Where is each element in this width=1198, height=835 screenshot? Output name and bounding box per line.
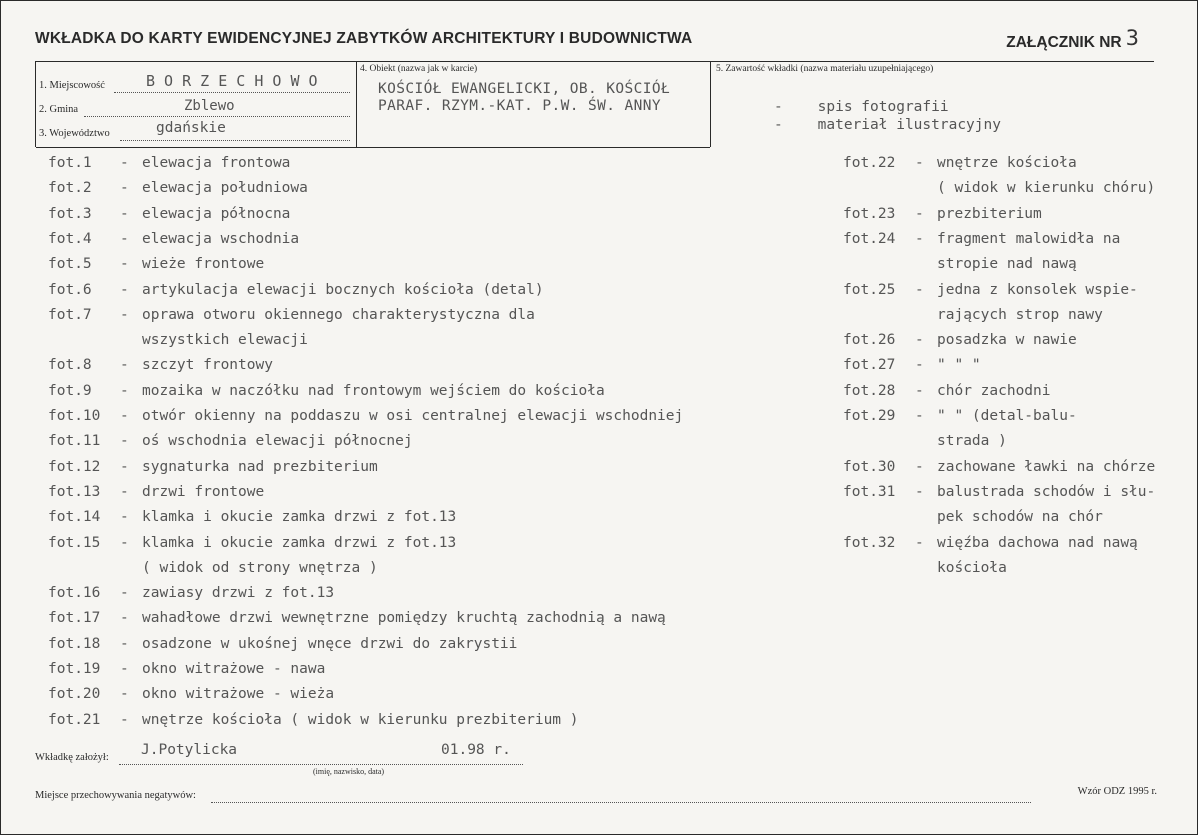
dash-separator: -: [120, 433, 129, 450]
photo-number: fot.31: [843, 483, 896, 500]
photo-list-item: [48, 712, 579, 728]
photo-number: fot.30: [843, 458, 896, 475]
dotted-line: [211, 802, 1031, 803]
dash-separator: -: [120, 408, 129, 424]
annex-number: [1006, 28, 1139, 52]
photo-description: fragment malowidła na: [937, 230, 1121, 247]
photo-list-item: [48, 509, 456, 525]
photo-number: fot.18: [48, 635, 101, 652]
dash-separator: -: [915, 458, 924, 475]
dash-separator: -: [120, 306, 129, 323]
template-label: Wzór ODZ 1995 r.: [1077, 786, 1157, 797]
document-title: WKŁADKA DO KARTY EWIDENCYJNEJ ZABYTKÓW ARCHITEKTURY I BUDOWNICTWA: [35, 30, 693, 47]
dash-separator: -: [120, 180, 129, 197]
photo-list-item: [843, 282, 1138, 323]
photo-number: fot.21: [48, 711, 101, 728]
dash-separator: -: [915, 382, 924, 399]
photo-list-item: [48, 231, 299, 247]
photo-list-item: [48, 383, 605, 399]
photo-description-continued: ( widok od strony wnętrza ): [142, 559, 378, 576]
photo-number: fot.14: [48, 509, 101, 526]
dash-separator: -: [915, 230, 924, 247]
photo-list-item: [48, 661, 325, 677]
dotted-line: [84, 116, 350, 117]
photo-description-continued: stropie nad nawą: [937, 256, 1077, 273]
object-line-1: KOŚCIÓŁ EWANGELICKI, OB. KOŚCIÓŁ: [378, 81, 671, 97]
photo-list-item: [843, 231, 1120, 272]
photo-list-item: [843, 332, 1077, 348]
photo-description: artykulacja elewacji bocznych kościoła (detal): [142, 281, 544, 298]
created-by-label: Wkładkę założył:: [35, 752, 109, 763]
dash-separator: -: [120, 458, 129, 475]
dotted-line: [119, 764, 523, 765]
dash-separator: -: [120, 661, 129, 677]
photo-description: wnętrze kościoła ( widok w kierunku prezbiterium ): [142, 711, 579, 728]
commune-label: 2. Gmina: [39, 104, 79, 115]
photo-list-item: [48, 155, 290, 171]
photo-number: fot.8: [48, 357, 92, 374]
dash-separator: -: [915, 332, 924, 349]
photo-list-item: [48, 180, 308, 196]
voivodeship-value: gdańskie: [156, 120, 226, 136]
photo-description: zachowane ławki na chórze: [937, 458, 1156, 475]
dash-separator: -: [915, 205, 924, 222]
photo-list-item: [48, 459, 378, 475]
dash-separator: -: [120, 610, 129, 627]
photo-number: fot.32: [843, 534, 896, 551]
photo-description: wahadłowe drzwi wewnętrzne pomiędzy kruchtą zachodnią a nawą: [142, 610, 666, 627]
photo-description: posadzka w nawie: [937, 332, 1077, 349]
photo-number: fot.9: [48, 382, 92, 399]
photo-number: fot.12: [48, 458, 101, 475]
photo-number: fot.3: [48, 205, 92, 222]
annex-label: ZAŁĄCZNIK NR: [1006, 34, 1122, 51]
photo-number: fot.6: [48, 281, 92, 298]
photo-description-continued: rających strop nawy: [937, 306, 1103, 323]
photo-list-item: [843, 206, 1042, 222]
photo-number: fot.4: [48, 230, 92, 247]
photo-list-item: [843, 155, 1155, 196]
dash-separator: -: [120, 281, 129, 298]
dash-separator: -: [120, 711, 129, 728]
photo-number: fot.25: [843, 281, 896, 298]
photo-description: " " (detal-balu-: [937, 408, 1077, 424]
dash-separator: -: [120, 635, 129, 652]
dash-separator: -: [915, 408, 924, 424]
photo-number: fot.16: [48, 585, 101, 602]
photo-description: jedna z konsolek wspie-: [937, 281, 1138, 298]
photo-list-item: [48, 206, 290, 222]
photo-list-item: [843, 459, 1155, 475]
photo-description: oś wschodnia elewacji północnej: [142, 433, 413, 450]
dotted-line: [114, 92, 350, 93]
photo-number: fot.13: [48, 483, 101, 500]
photo-number: fot.27: [843, 357, 896, 374]
content-item-2: - materiał ilustracyjny: [774, 117, 1001, 133]
photo-number: fot.11: [48, 433, 101, 450]
object-line-2: PARAF. RZYM.-KAT. P.W. ŚW. ANNY: [378, 98, 662, 114]
content-label: 5. Zawartość wkładki (nazwa materiału uzupełniającego): [716, 64, 934, 74]
photo-list-item: [48, 610, 666, 626]
dash-separator: -: [120, 382, 129, 399]
photo-number: fot.24: [843, 230, 896, 247]
photo-description: " " ": [937, 357, 981, 374]
photo-description-continued: kościoła: [937, 559, 1007, 576]
dash-separator: -: [120, 534, 129, 551]
photo-list-item: [843, 357, 981, 373]
photo-number: fot.7: [48, 306, 92, 323]
photo-description: wieże frontowe: [142, 256, 265, 273]
dash-separator: -: [120, 230, 129, 247]
dash-separator: -: [915, 534, 924, 551]
divider-line: [356, 62, 357, 147]
info-box: [35, 61, 1154, 147]
photo-description: balustrada schodów i słu-: [937, 483, 1156, 500]
photo-description: elewacja wschodnia: [142, 230, 300, 247]
photo-description: sygnaturka nad prezbiterium: [142, 458, 378, 475]
photo-description: elewacja południowa: [142, 180, 308, 197]
commune-value: Zblewo: [184, 98, 235, 114]
photo-list-item: [48, 484, 264, 500]
photo-description: prezbiterium: [937, 205, 1042, 222]
photo-description: okno witrażowe - nawa: [142, 661, 326, 677]
photo-number: fot.19: [48, 661, 101, 677]
photo-number: fot.23: [843, 205, 896, 222]
storage-label: Miejsce przechowywania negatywów:: [35, 790, 196, 801]
photo-number: fot.20: [48, 686, 101, 703]
dash-separator: -: [120, 585, 129, 602]
created-by-hint: (imię, nazwisko, data): [313, 767, 385, 776]
photo-number: fot.5: [48, 256, 92, 273]
photo-description: zawiasy drzwi z fot.13: [142, 585, 335, 602]
dash-separator: -: [915, 483, 924, 500]
photo-number: fot.10: [48, 408, 101, 424]
photo-number: fot.1: [48, 155, 92, 171]
locality-value: B O R Z E C H O W O: [146, 72, 318, 90]
dash-separator: -: [120, 256, 129, 273]
photo-list-item: [48, 282, 544, 298]
photo-list-item: [843, 484, 1155, 525]
photo-description: elewacja północna: [142, 205, 291, 222]
dash-separator: -: [915, 155, 924, 171]
content-item-1: - spis fotografii: [774, 99, 949, 115]
photo-description: osadzone w ukośnej wnęce drzwi do zakrystii: [142, 635, 518, 652]
photo-number: fot.29: [843, 408, 896, 424]
photo-description: elewacja frontowa: [142, 155, 291, 171]
locality-label: 1. Miejscowość: [39, 80, 105, 91]
photo-list-item: [48, 686, 334, 702]
dash-separator: -: [915, 357, 924, 374]
divider-line: [710, 62, 711, 147]
photo-description: więźba dachowa nad nawą: [937, 534, 1138, 551]
photo-list-item: [48, 256, 264, 272]
photo-description: klamka i okucie zamka drzwi z fot.13: [142, 534, 457, 551]
photo-description: szczyt frontowy: [142, 357, 273, 374]
dash-separator: -: [120, 509, 129, 526]
dash-separator: -: [120, 483, 129, 500]
photo-list-item: [48, 636, 517, 652]
photo-description: otwór okienny na poddaszu w osi centralnej elewacji wschodniej: [142, 408, 684, 424]
photo-description-continued: ( widok w kierunku chóru): [937, 180, 1156, 197]
photo-description: klamka i okucie zamka drzwi z fot.13: [142, 509, 457, 526]
voivodeship-label: 3. Województwo: [39, 128, 110, 139]
created-by-name: J.Potylicka: [141, 742, 238, 758]
photo-description-continued: strada ): [937, 433, 1007, 450]
photo-list-item: [843, 383, 1051, 399]
photo-description: wnętrze kościoła: [937, 155, 1077, 171]
dash-separator: -: [120, 357, 129, 374]
photo-description: chór zachodni: [937, 382, 1051, 399]
photo-list-item: [48, 585, 334, 601]
created-date: 01.98 r.: [441, 742, 511, 758]
photo-list-item: [48, 408, 683, 424]
photo-description: oprawa otworu okiennego charakterystyczna dla: [142, 306, 535, 323]
photo-description-continued: wszystkich elewacji: [142, 332, 308, 349]
photo-list-item: [843, 408, 1077, 449]
photo-list-item: [48, 433, 413, 449]
dash-separator: -: [120, 155, 129, 171]
annex-number-value: 3: [1125, 26, 1139, 50]
photo-number: fot.17: [48, 610, 101, 627]
photo-description: okno witrażowe - wieża: [142, 686, 335, 703]
dash-separator: -: [120, 205, 129, 222]
photo-description: mozaika w naczółku nad frontowym wejściem do kościoła: [142, 382, 605, 399]
object-label: 4. Obiekt (nazwa jak w karcie): [360, 64, 478, 74]
photo-description-continued: pek schodów na chór: [937, 509, 1103, 526]
photo-number: fot.26: [843, 332, 896, 349]
dash-separator: -: [915, 281, 924, 298]
divider-line: [36, 147, 710, 148]
photo-list-item: [48, 357, 273, 373]
photo-description: drzwi frontowe: [142, 483, 265, 500]
dash-separator: -: [120, 686, 129, 703]
photo-number: fot.2: [48, 180, 92, 197]
photo-list-item: [48, 535, 456, 576]
dotted-line: [120, 140, 350, 141]
photo-number: fot.22: [843, 155, 896, 171]
photo-number: fot.28: [843, 382, 896, 399]
photo-list-item: [48, 307, 535, 348]
photo-list-item: [843, 535, 1138, 576]
photo-number: fot.15: [48, 534, 101, 551]
